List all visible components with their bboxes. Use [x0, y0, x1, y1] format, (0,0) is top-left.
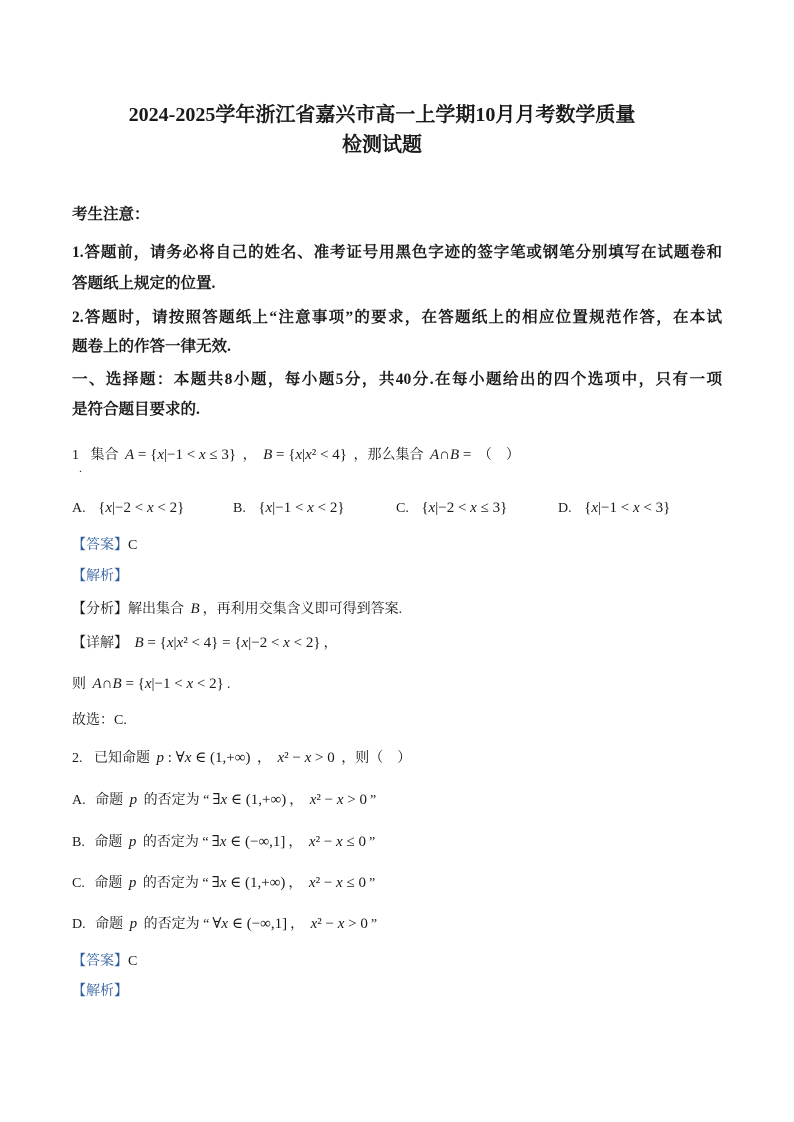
- math-variable: x: [219, 834, 227, 850]
- option-text: 命题: [95, 917, 124, 932]
- math-variable: p: [156, 750, 164, 766]
- option-math: x² − x ≤ 0: [308, 875, 366, 891]
- stem-text: ，: [256, 751, 271, 766]
- option-math: x² − x > 0: [309, 792, 367, 808]
- conclusion-text: .: [226, 677, 231, 692]
- question-1-answer: [72, 536, 137, 556]
- question-1-stem: [72, 445, 520, 466]
- math-variable: A: [125, 447, 135, 463]
- option-math: ∃x ∈ (1,+∞): [211, 875, 286, 891]
- math-variable: p: [128, 875, 137, 891]
- math-variable: B: [263, 447, 273, 463]
- answer-value: C: [128, 954, 138, 969]
- notice-heading: 考生注意：: [72, 206, 150, 223]
- option-text: 命题: [94, 876, 123, 891]
- option-text: ”: [368, 876, 376, 891]
- math-variable: x: [470, 500, 477, 516]
- question-2-option-c: [72, 873, 375, 894]
- math-variable: A: [92, 676, 102, 692]
- option-math: x² − x ≤ 0: [308, 834, 366, 850]
- math-variable: x: [336, 792, 344, 808]
- option-text: ，: [290, 917, 305, 932]
- math-variable: x: [309, 792, 317, 808]
- answer-tag: 【答案】: [72, 954, 128, 969]
- option-label: D.: [72, 917, 86, 932]
- math-variable: x: [157, 447, 165, 463]
- conclusion-text: 则: [72, 677, 86, 692]
- stem-math: p : ∀x ∈ (1,+∞): [156, 750, 251, 766]
- option-math: {x|−1 < x < 3}: [584, 500, 671, 516]
- title-line-2: 检测试题: [342, 134, 422, 156]
- option-label: B.: [233, 501, 246, 516]
- math-variable: x: [221, 916, 229, 932]
- stem-math: A = {x|−1 < x ≤ 3}: [125, 447, 237, 463]
- section-heading-line-2: 是符合题目要求的.: [72, 401, 200, 418]
- option-text: 的否定为 “: [142, 876, 209, 891]
- math-variable: x: [198, 447, 206, 463]
- option-text: ”: [370, 917, 378, 932]
- question-2-answer: [72, 952, 137, 972]
- math-variable: x: [337, 916, 345, 932]
- option-math: [126, 875, 140, 891]
- stem-text: ，: [242, 448, 257, 463]
- option-math: ∃x ∈ (−∞,1]: [211, 834, 286, 850]
- math-variable: x: [219, 875, 227, 891]
- option-math: [127, 916, 141, 932]
- math-variable: x: [144, 676, 152, 692]
- math-variable: B: [449, 447, 460, 463]
- xiangjie-tag: 【详解】: [72, 636, 128, 651]
- math-variable: x: [184, 750, 192, 766]
- math-variable: x: [176, 635, 184, 651]
- notice-item-1-line-2: 答题纸上规定的位置.: [72, 275, 216, 292]
- option-label: A.: [72, 501, 86, 516]
- xiangjie-math: B = {x|x² < 4} = {x|−2 < x < 2}: [134, 635, 321, 651]
- option-math: [126, 834, 140, 850]
- math-variable: x: [310, 916, 318, 932]
- option-label: A.: [72, 793, 86, 808]
- question-1-conclusion: [72, 674, 230, 695]
- math-variable: x: [307, 500, 314, 516]
- math-variable: x: [336, 875, 343, 891]
- option-text: 命题: [95, 793, 124, 808]
- math-variable: x: [591, 500, 598, 516]
- math-variable: x: [220, 792, 228, 808]
- math-variable: x: [283, 635, 290, 651]
- math-variable: x: [186, 676, 194, 692]
- option-math: ∀x ∈ (−∞,1]: [212, 916, 288, 932]
- math-variable: x: [241, 635, 249, 651]
- fenxi-text: 解出集合: [128, 602, 184, 617]
- math-variable: x: [105, 500, 112, 516]
- math-variable: x: [428, 500, 436, 516]
- option-text: 的否定为 “: [142, 835, 209, 850]
- notice-item-1-line-1: 1.答题前，请务必将自己的姓名、准考证号用黑色字迹的签字笔或钢笔分别填写在试题卷和: [72, 244, 722, 261]
- option-math: {x|−2 < x < 2}: [98, 500, 185, 516]
- math-variable: x: [305, 447, 312, 463]
- question-1-choice: 故选：C.: [72, 713, 127, 728]
- option-math: ∃x ∈ (1,+∞): [212, 792, 287, 808]
- fenxi-text: ，再利用交集含义即可得到答案.: [202, 602, 403, 617]
- question-number-mark: .: [79, 461, 82, 475]
- question-2-stem: [72, 748, 411, 769]
- option-text: ，: [288, 876, 303, 891]
- math-variable: A: [429, 447, 440, 463]
- option-text: ，: [288, 835, 303, 850]
- option-text: ，: [289, 793, 304, 808]
- option-text: 的否定为 “: [143, 917, 210, 932]
- stem-math: A∩B =: [429, 447, 472, 463]
- math-variable: x: [304, 750, 312, 766]
- stem-math: B = {x|x² < 4}: [263, 447, 347, 463]
- option-math: {x|−2 < x ≤ 3}: [421, 500, 508, 516]
- math-variable: x: [295, 447, 303, 463]
- option-label: D.: [558, 501, 572, 516]
- question-2-option-d: [72, 914, 377, 935]
- option-text: ”: [368, 835, 376, 850]
- question-1-option-b: [233, 498, 348, 519]
- math-variable: x: [277, 750, 285, 766]
- question-number: 2.: [72, 751, 83, 766]
- math-variable: x: [146, 500, 154, 516]
- math-variable: x: [308, 875, 316, 891]
- xiangjie-text: ，: [323, 636, 338, 651]
- question-1-option-c: [396, 498, 510, 519]
- math-variable: p: [128, 834, 137, 850]
- math-variable: x: [308, 834, 316, 850]
- section-heading-line-1: 一、选择题：本题共8小题，每小题5分，共40分.在每小题给出的四个选项中，只有一项: [72, 371, 722, 388]
- stem-text: 集合: [90, 448, 119, 463]
- math-variable: x: [265, 500, 273, 516]
- option-label: B.: [72, 835, 85, 850]
- question-1-fenxi: [72, 599, 402, 620]
- math-variable: p: [129, 792, 138, 808]
- question-number: 1: [72, 448, 79, 463]
- option-text: ”: [369, 793, 377, 808]
- answer-value: C: [128, 538, 138, 553]
- option-math: x² − x > 0: [310, 916, 368, 932]
- option-label: C.: [396, 501, 409, 516]
- math-variable: x: [336, 834, 343, 850]
- conclusion-math: A∩B = {x|−1 < x < 2}: [92, 676, 224, 692]
- math-variable: x: [166, 635, 174, 651]
- question-1-option-d: [558, 498, 673, 519]
- title-line-1: 2024-2025学年浙江省嘉兴市高一上学期10月月考数学质量: [128, 104, 636, 126]
- option-text: 的否定为 “: [143, 793, 210, 808]
- math-variable: B: [134, 635, 144, 651]
- math-variable: p: [129, 916, 138, 932]
- question-1-analysis-tag: 【解析】: [72, 569, 128, 584]
- question-2-option-a: [72, 790, 376, 811]
- math-variable: x: [632, 500, 640, 516]
- question-2-option-b: [72, 832, 375, 853]
- stem-text: 已知命题: [94, 751, 150, 766]
- math-variable: B: [112, 676, 122, 692]
- question-1-option-a: [72, 498, 187, 519]
- stem-text: ，则（ ）: [341, 751, 412, 766]
- option-text: 命题: [94, 835, 123, 850]
- option-math: {x|−1 < x < 2}: [258, 500, 345, 516]
- fenxi-math: [188, 601, 203, 617]
- stem-text: （ ）: [477, 448, 520, 463]
- question-2-analysis-tag: 【解析】: [72, 984, 128, 999]
- fenxi-tag: 【分析】: [72, 602, 128, 617]
- option-math: [127, 792, 141, 808]
- stem-text: ，那么集合: [353, 448, 424, 463]
- stem-math: x² − x > 0: [277, 750, 335, 766]
- notice-item-2-line-2: 题卷上的作答一律无效.: [72, 338, 231, 355]
- answer-tag: 【答案】: [72, 538, 128, 553]
- math-variable: B: [190, 601, 200, 617]
- option-label: C.: [72, 876, 85, 891]
- question-1-xiangjie: [72, 633, 338, 654]
- notice-item-2-line-1: 2.答题时，请按照答题纸上“注意事项”的要求，在答题纸上的相应位置规范作答，在本试: [72, 309, 722, 326]
